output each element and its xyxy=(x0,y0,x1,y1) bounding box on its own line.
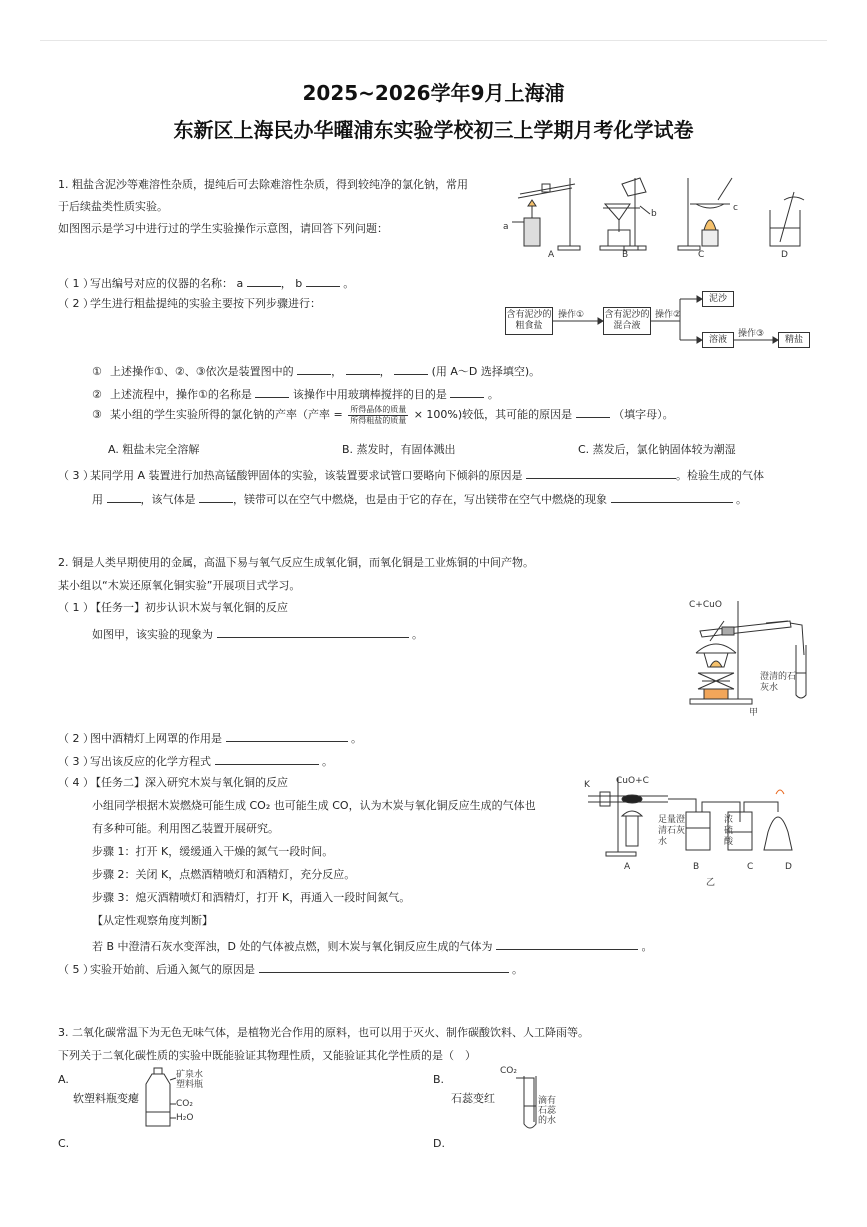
q1-part1-b-label: b xyxy=(295,277,303,290)
q2-part1-sub: 如图甲，该实验的现象为 。 xyxy=(92,625,423,642)
q1-step1-blank3[interactable] xyxy=(394,362,428,375)
q1-step2-blank1[interactable] xyxy=(255,385,289,398)
q1-step1-mark: ① xyxy=(92,365,102,378)
q1-step1: ① 上述操作①、②、③依次是装置图中的 ， ， (用 A～D 选择填空)。 xyxy=(92,362,540,379)
q2-part3-text: 写出该反应的化学方程式 xyxy=(90,755,211,768)
q1-part1-b-blank[interactable] xyxy=(306,274,340,287)
q1-fig-label-D: D xyxy=(781,250,788,260)
q1-part3-blank4[interactable] xyxy=(611,490,733,503)
q3-option-a-co2-label: CO₂ xyxy=(176,1099,193,1109)
q2-fig-yi-top-label: CuO+C xyxy=(616,776,649,786)
page-title-line1: 2025~2026学年9月上海浦 xyxy=(302,81,565,105)
q1-fig-c-label: c xyxy=(733,203,738,213)
q2-part2: （ 2 ）图中酒精灯上网罩的作用是 。 xyxy=(58,729,362,746)
q2-judge-heading: 【从定性观察角度判断】 xyxy=(92,914,213,927)
flow-box-refined-salt: 精盐 xyxy=(778,332,810,348)
q3-option-d[interactable]: D. xyxy=(433,1137,445,1150)
q1-part3-text1: 某同学用 A 装置进行加热高锰酸钾固体的实验，该装置要求试管口要略向下倾斜的原因是 xyxy=(90,469,523,482)
q1-step3-tail2: （填字母）。 xyxy=(613,408,674,421)
q1-step2-blank2[interactable] xyxy=(450,385,484,398)
q2-fig-yi-label-D: D xyxy=(785,862,792,872)
q1-part1-number: （ 1 ） xyxy=(58,277,94,290)
q2-part1-sub-text: 如图甲，该实验的现象为 xyxy=(92,628,213,641)
q1-part3-l2c: ，镁带可以在空气中燃烧，也是由于它的存在，写出镁带在空气中燃烧的现象 xyxy=(233,493,607,506)
q1-step3 xyxy=(92,404,674,426)
q1-fig-a-label: a xyxy=(503,222,509,232)
q1-fig-label-B: B xyxy=(622,250,629,260)
flow-op1-label: 操作① xyxy=(558,310,585,320)
q2-part4-line1: 小组同学根据木炭燃烧可能生成 CO₂ 也可能生成 CO，认为木炭与氧化铜反应生成的气体也 xyxy=(92,799,536,812)
q2-part2-number: （ 2 ） xyxy=(58,732,94,745)
q1-step2-mid: 该操作中用玻璃棒搅拌的目的是 xyxy=(292,388,447,401)
q1-yield-numerator: 所得晶体的质量 xyxy=(350,404,407,414)
q2-fig-yi-c-label: 浓硫酸 xyxy=(724,815,734,847)
q2-part5-text: 实验开始前、后通入氮气的原因是 xyxy=(90,963,255,976)
q1-part1-a-blank[interactable] xyxy=(247,274,281,287)
q1-step3-mark: ③ xyxy=(92,408,102,421)
q3-option-a-h2o-label: H₂O xyxy=(176,1113,194,1123)
q2-fig-jia-caption: 甲 xyxy=(749,708,759,718)
q1-part2-text: 学生进行粗盐提纯的实验主要按下列步骤进行： xyxy=(90,297,321,310)
q2-figure-jia xyxy=(680,595,820,717)
q1-yield-denominator: 所得粗盐的质量 xyxy=(350,415,407,425)
q2-judge-blank[interactable] xyxy=(496,937,638,950)
q2-part1-number: （ 1 ） xyxy=(58,601,94,614)
q2-part5: （ 5 ）实验开始前、后通入氮气的原因是 。 xyxy=(58,960,523,977)
q2-intro-line2: 某小组以“木炭还原氧化铜实验”开展项目式学习。 xyxy=(58,579,301,592)
q2-part4 xyxy=(58,776,288,790)
q1-step2: ② 上述流程中，操作①的名称是 该操作中用玻璃棒搅拌的目的是 。 xyxy=(92,385,499,402)
q1-step1-blank1[interactable] xyxy=(297,362,331,375)
q2-part4-line2: 有多种可能。利用图乙装置开展研究。 xyxy=(92,822,279,835)
q2-fig-yi-label-A: A xyxy=(624,862,631,872)
q2-fig-jia-water-label: 澄清的石灰水 xyxy=(760,672,797,693)
q2-part3: （ 3 ）写出该反应的化学方程式 。 xyxy=(58,752,333,769)
q2-part2-blank[interactable] xyxy=(226,729,348,742)
q3-option-a-bottle-label: 矿泉水塑料瓶 xyxy=(176,1070,204,1090)
q2-part3-number: （ 3 ） xyxy=(58,755,94,768)
q2-fig-yi-caption: 乙 xyxy=(706,878,716,888)
q1-intro-line3: 如图图示是学习中进行过的学生实验操作示意图，请回答下列问题： xyxy=(58,222,388,235)
flow-box-mixture: 含有泥沙的混合液 xyxy=(603,307,651,335)
flow-box-solution: 溶液 xyxy=(702,332,734,348)
q1-fig-label-C: C xyxy=(698,250,705,260)
q2-part1-blank[interactable] xyxy=(217,625,409,638)
q1-fig-label-A: A xyxy=(548,250,555,260)
q2-part1 xyxy=(58,601,288,615)
q2-part4-text: 【任务二】深入研究木炭与氧化铜的反应 xyxy=(90,776,288,789)
q2-part3-blank[interactable] xyxy=(215,752,319,765)
flow-op2-label: 操作② xyxy=(655,310,682,320)
flow-arrows xyxy=(500,285,820,355)
q1-intro-line2: 于后续盐类性质实验。 xyxy=(58,200,168,213)
q3-option-b[interactable]: B. xyxy=(433,1073,445,1086)
q1-part2 xyxy=(58,297,321,311)
q2-part5-number: （ 5 ） xyxy=(58,963,94,976)
q3-option-a-label: 软塑料瓶变瘪 xyxy=(73,1092,139,1105)
q2-figure-yi xyxy=(578,772,818,862)
q1-part3-blank1[interactable] xyxy=(526,466,676,479)
q2-fig-jia-top-label: C+CuO xyxy=(689,600,722,610)
q2-part1-text: 【任务一】初步认识木炭与氧化铜的反应 xyxy=(90,601,288,614)
q1-option-b[interactable]: B. 蒸发时，有固体溅出 xyxy=(342,443,456,456)
q1-part3-l2a: 用 xyxy=(92,493,103,506)
q1-part3-line2: 用 ，该气体是 ，镁带可以在空气中燃烧，也是由于它的存在，写出镁带在空气中燃烧的现象 。 xyxy=(92,490,747,507)
q1-step3-tail1: × 100%)较低，其可能的原因是 xyxy=(413,408,573,421)
q1-option-a[interactable]: A. 粗盐未完全溶解 xyxy=(108,443,200,456)
q2-part5-blank[interactable] xyxy=(259,960,509,973)
q1-step2-text: 上述流程中，操作①的名称是 xyxy=(110,388,252,401)
q1-apparatus-figure xyxy=(500,170,820,262)
q1-part3-blank2[interactable] xyxy=(107,490,141,503)
q1-yield-fraction xyxy=(348,405,408,426)
q2-step2: 步骤 2：关闭 K，点燃酒精喷灯和酒精灯，充分反应。 xyxy=(92,868,356,881)
q2-fig-yi-b-label: 足量澄清石灰水 xyxy=(658,815,686,847)
flow-box-raw-salt: 含有泥沙的粗食盐 xyxy=(505,307,553,335)
q3-option-b-liquid-label: 滴有石蕊的水 xyxy=(538,1096,557,1126)
q2-step1: 步骤 1：打开 K，缓缓通入干燥的氮气一段时间。 xyxy=(92,845,334,858)
q1-step2-mark: ② xyxy=(92,388,102,401)
flow-box-sand: 泥沙 xyxy=(702,291,734,307)
q3-option-c[interactable]: C. xyxy=(58,1137,70,1150)
q2-step3: 步骤 3：熄灭酒精喷灯和酒精灯，打开 K，再通入一段时间氮气。 xyxy=(92,891,411,904)
q3-intro-line2: 下列关于二氧化碳性质的实验中既能验证其物理性质，又能验证其化学性质的是（ ） xyxy=(58,1049,476,1062)
q1-step3-blank[interactable] xyxy=(576,405,610,418)
q1-part3-line1 xyxy=(58,466,764,483)
q1-part3-text2: 。检验生成的气体 xyxy=(676,469,765,482)
q2-judge-text: 若 B 中澄清石灰水变浑浊，D 处的气体被点燃，则木炭与氧化铜反应生成的气体为 xyxy=(92,940,493,953)
q2-part4-number: （ 4 ） xyxy=(58,776,94,789)
q3-option-b-label: 石蕊变红 xyxy=(451,1092,495,1105)
q1-part1: （ 1 ）写出编号对应的仪器的名称： a ， b 。 xyxy=(58,274,354,291)
q1-part2-number: （ 2 ） xyxy=(58,297,94,310)
top-rule xyxy=(40,40,827,41)
q1-part1-a-label: a xyxy=(236,277,244,290)
q1-step1-tail: (用 A～D 选择填空)。 xyxy=(431,365,541,378)
q3-intro-line1: 3. 二氧化碳常温下为无色无味气体，是植物光合作用的原料，也可以用于灭火、制作碳酸饮料、人工降雨等。 xyxy=(58,1026,589,1039)
q2-fig-yi-k-label: K xyxy=(584,780,590,790)
q2-fig-yi-label-C: C xyxy=(747,862,754,872)
q3-option-b-co2-label: CO₂ xyxy=(500,1066,517,1076)
q1-step1-blank2[interactable] xyxy=(346,362,380,375)
q2-part2-text: 图中酒精灯上网罩的作用是 xyxy=(90,732,222,745)
q1-part3-blank3[interactable] xyxy=(199,490,233,503)
q2-intro-line1: 2. 铜是人类早期使用的金属，高温下易与氧气反应生成氧化铜，而氧化铜是工业炼铜的中间产物。 xyxy=(58,556,534,569)
q1-part3-number: （ 3 ） xyxy=(58,469,94,482)
q1-intro-line1: 1. 粗盐含泥沙等难溶性杂质，提纯后可去除难溶性杂质，得到较纯净的氯化钠，常用 xyxy=(58,178,468,191)
q3-option-a[interactable]: A. xyxy=(58,1073,69,1086)
q1-step1-text: 上述操作①、②、③依次是装置图中的 xyxy=(110,365,294,378)
q1-option-c[interactable]: C. 蒸发后，氯化钠固体较为潮湿 xyxy=(578,443,736,456)
q2-fig-yi-label-B: B xyxy=(693,862,700,872)
q2-judge-line: 若 B 中澄清石灰水变浑浊，D 处的气体被点燃，则木炭与氧化铜反应生成的气体为 。 xyxy=(92,937,653,954)
q3-option-a-bottle xyxy=(140,1066,180,1130)
q1-part3-l2b: ，该气体是 xyxy=(140,493,196,506)
q1-step3-text: 某小组的学生实验所得的氯化钠的产率（产率 = xyxy=(110,408,343,421)
flow-op3-label: 操作③ xyxy=(738,329,765,339)
q1-fig-b-label: b xyxy=(651,209,657,219)
page-title-line2: 东新区上海民办华曜浦东实验学校初三上学期月考化学试卷 xyxy=(173,118,694,142)
q1-part1-text: 写出编号对应的仪器的名称： xyxy=(90,277,233,290)
